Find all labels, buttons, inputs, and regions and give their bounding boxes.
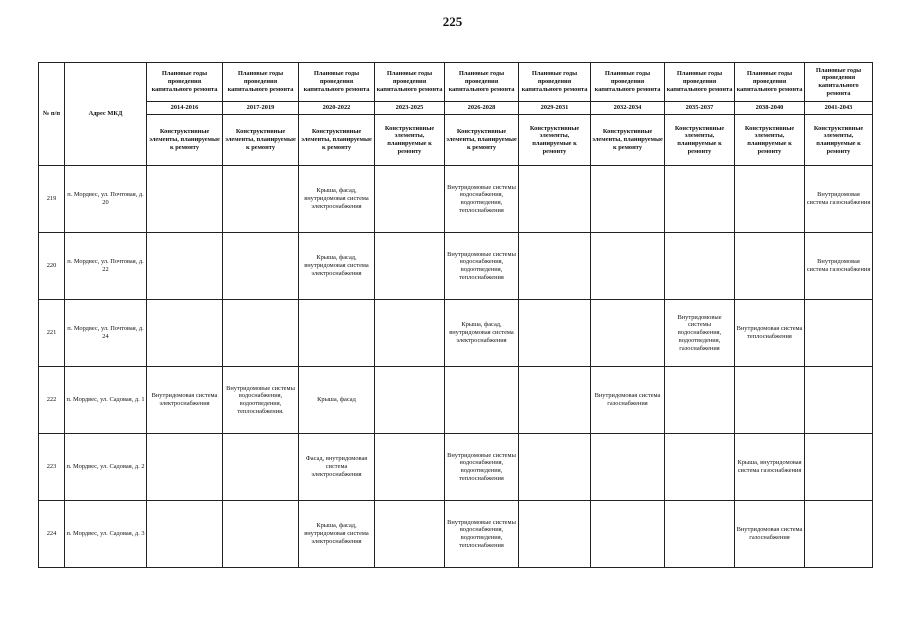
repair-cell: Внутридомовая система теплоснабжения (735, 300, 805, 367)
row-address: п. Мордвес, ул. Почтовая, д. 22 (65, 233, 147, 300)
period-years: 2023-2025 (375, 102, 445, 115)
row-address: п. Мордвес, ул. Садовая, д. 1 (65, 367, 147, 434)
repair-cell: Фасад, внутридомовая система электроснабжения (299, 434, 375, 501)
column-header-number: № п/п (39, 63, 65, 166)
period-header: Плановые годы проведения капитального ремонта (519, 63, 591, 102)
repair-cell (805, 300, 873, 367)
repair-cell: Крыша, фасад (299, 367, 375, 434)
repair-cell (665, 166, 735, 233)
column-header-address: Адрес МКД (65, 63, 147, 166)
row-address: п. Мордвес, ул. Почтовая, д. 20 (65, 166, 147, 233)
repair-cell (805, 367, 873, 434)
period-years: 2029-2031 (519, 102, 591, 115)
period-header: Плановые годы проведения капитального ремонта (445, 63, 519, 102)
row-number: 222 (39, 367, 65, 434)
repair-cell (519, 501, 591, 568)
repair-cell: Внутридомовая система электроснабжения (147, 367, 223, 434)
repair-cell (591, 434, 665, 501)
period-years: 2026-2028 (445, 102, 519, 115)
capital-repair-schedule-table (38, 62, 873, 568)
period-years: 2041-2043 (805, 102, 873, 115)
repair-cell (299, 300, 375, 367)
repair-cell (375, 300, 445, 367)
repair-cell (591, 166, 665, 233)
repair-cell (147, 434, 223, 501)
row-number: 221 (39, 300, 65, 367)
repair-cell: Внутридомовые системы водоснабжения, водоотведения, теплоснабжения. (223, 367, 299, 434)
row-number: 220 (39, 233, 65, 300)
row-number: 224 (39, 501, 65, 568)
repair-cell (735, 233, 805, 300)
repair-cell (147, 166, 223, 233)
elements-header: Конструктивные элементы, планируемые к ремонту (299, 115, 375, 166)
elements-header: Конструктивные элементы, планируемые к ремонту (147, 115, 223, 166)
repair-cell: Внутридомовая система газоснабжения (735, 501, 805, 568)
elements-header: Конструктивные элементы, планируемые к ремонту (805, 115, 873, 166)
period-years: 2032-2034 (591, 102, 665, 115)
elements-header: Конструктивные элементы, планируемые к ремонту (665, 115, 735, 166)
table-body (39, 166, 873, 568)
row-address: п. Мордвес, ул. Садовая, д. 2 (65, 434, 147, 501)
repair-cell (735, 367, 805, 434)
repair-cell (591, 501, 665, 568)
repair-cell (805, 434, 873, 501)
period-header: Плановые годы проведения капитального ремонта (147, 63, 223, 102)
table-row (39, 300, 873, 367)
repair-cell (223, 434, 299, 501)
repair-cell (591, 300, 665, 367)
period-years: 2038-2040 (735, 102, 805, 115)
table-header (39, 63, 873, 166)
repair-cell (375, 166, 445, 233)
repair-cell (591, 233, 665, 300)
repair-cell: Внутридомовая система газоснабжения (805, 166, 873, 233)
repair-cell (223, 166, 299, 233)
repair-cell: Крыша, фасад, внутридомовая система электроснабжения (299, 501, 375, 568)
repair-cell (665, 501, 735, 568)
table-row (39, 501, 873, 568)
repair-cell (375, 434, 445, 501)
elements-header: Конструктивные элементы, планируемые к ремонту (445, 115, 519, 166)
period-years: 2020-2022 (299, 102, 375, 115)
period-header: Плановые годы проведения капитального ремонта (223, 63, 299, 102)
period-header: Плановые годы проведения капитального ремонта (735, 63, 805, 102)
repair-cell (223, 501, 299, 568)
page-number: 225 (442, 14, 463, 29)
repair-cell: Внутридомовые системы водоснабжения, водоотведения, теплоснабжения (445, 233, 519, 300)
repair-cell (223, 233, 299, 300)
repair-cell (519, 166, 591, 233)
period-header: Плановые годы проведения капитального ремонта (299, 63, 375, 102)
period-header: Плановые годы проведения капитального ремонта (591, 63, 665, 102)
elements-header: Конструктивные элементы, планируемые к ремонту (375, 115, 445, 166)
table-row (39, 166, 873, 233)
repair-cell: Внутридомовые системы водоснабжения, водоотведения, теплоснабжения (445, 166, 519, 233)
repair-cell (519, 367, 591, 434)
repair-cell (375, 501, 445, 568)
elements-header: Конструктивные элементы, планируемые к ремонту (591, 115, 665, 166)
repair-cell (445, 367, 519, 434)
elements-header: Конструктивные элементы, планируемые к ремонту (735, 115, 805, 166)
repair-cell: Внутридомовая система газоснабжения (591, 367, 665, 434)
repair-cell: Крыша, фасад, внутридомовая система электроснабжения (299, 166, 375, 233)
repair-cell (147, 501, 223, 568)
repair-cell (147, 300, 223, 367)
period-years: 2035-2037 (665, 102, 735, 115)
table-row (39, 434, 873, 501)
repair-cell (735, 166, 805, 233)
repair-cell: Крыша, фасад, внутридомовая система электроснабжения (299, 233, 375, 300)
period-years: 2014-2016 (147, 102, 223, 115)
table-row (39, 233, 873, 300)
repair-cell (665, 233, 735, 300)
row-number: 219 (39, 166, 65, 233)
repair-cell (375, 233, 445, 300)
row-address: п. Мордвес, ул. Почтовая, д. 24 (65, 300, 147, 367)
repair-cell: Крыша, внутридомовая система газоснабжения (735, 434, 805, 501)
row-number: 223 (39, 434, 65, 501)
repair-cell (665, 367, 735, 434)
period-header: Плановые годы проведения капитального ремонта (665, 63, 735, 102)
repair-cell: Внутридомовые системы водоснабжения, водоотведения, газоснабжения (665, 300, 735, 367)
repair-cell (519, 233, 591, 300)
repair-cell: Внутридомовые системы водоснабжения, водоотведения, теплоснабжения (445, 434, 519, 501)
repair-cell (519, 300, 591, 367)
repair-cell (375, 367, 445, 434)
repair-cell: Внутридомовая система газоснабжения (805, 233, 873, 300)
repair-cell: Крыша, фасад, внутридомовая система электроснабжения (445, 300, 519, 367)
period-years: 2017-2019 (223, 102, 299, 115)
repair-cell (223, 300, 299, 367)
elements-header: Конструктивные элементы, планируемые к ремонту (519, 115, 591, 166)
table-row (39, 367, 873, 434)
period-header: Плановые годы проведения капитального ремонта (375, 63, 445, 102)
row-address: п. Мордвес, ул. Садовая, д. 3 (65, 501, 147, 568)
elements-header: Конструктивные элементы, планируемые к ремонту (223, 115, 299, 166)
repair-cell (805, 501, 873, 568)
repair-cell: Внутридомовые системы водоснабжения, водоотведения, теплоснабжения (445, 501, 519, 568)
repair-cell (519, 434, 591, 501)
period-header: Плановые годы проведения капитального ремонта (805, 63, 873, 102)
repair-cell (147, 233, 223, 300)
repair-cell (665, 434, 735, 501)
